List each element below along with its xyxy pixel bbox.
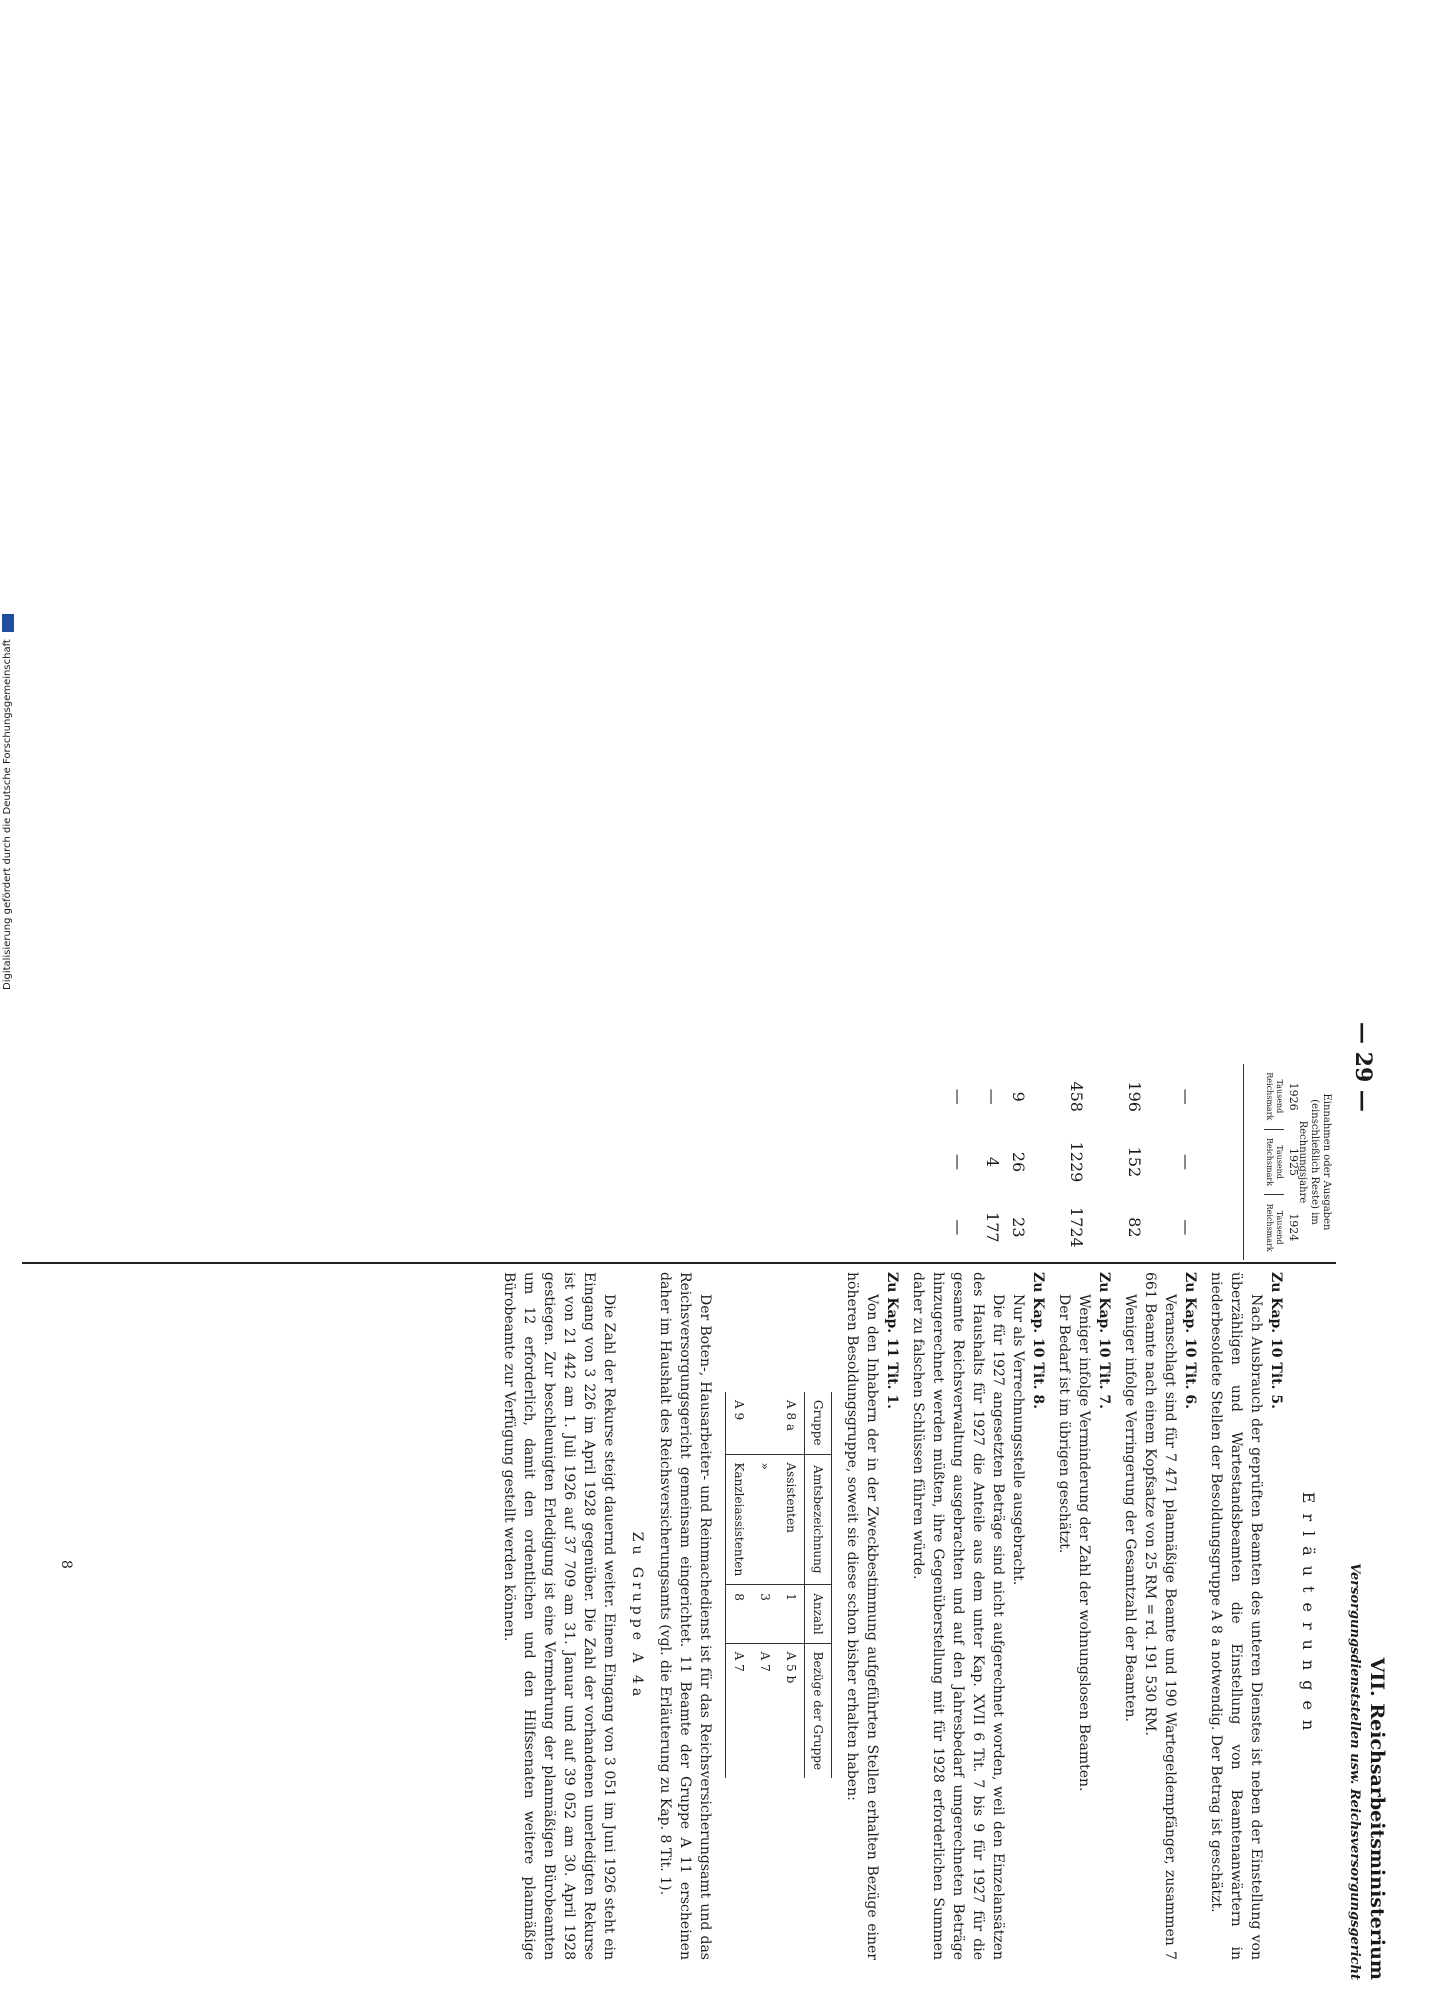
year-row <box>1287 1064 1300 1260</box>
table-row <box>726 1392 753 1778</box>
table-cell: 1 <box>778 1585 805 1643</box>
page-content <box>0 1000 1434 2000</box>
section-text: Nur als Verrechnungsstelle ausgebracht. <box>1010 1294 1026 1586</box>
unit-1924: Tausend Reichsmark <box>1264 1194 1284 1260</box>
page-header <box>1347 1563 1388 1980</box>
table-cell: A 8 a <box>784 1400 798 1432</box>
section-text: Veranschlagt sind für 7 471 planmäßige Beamte und 190 Wartegeldempfänger, zusammen 7 661 Beamte nach einem Kopfsatze von 25 RM = rd. 191 530 RM. <box>1142 1272 1178 1960</box>
amount-cell: — <box>949 1219 968 1236</box>
amount-columns-header <box>1243 1064 1336 1260</box>
document-page <box>0 1000 1434 2000</box>
amount-cell: 82 <box>1125 1217 1144 1238</box>
amount-cell: 152 <box>1125 1146 1144 1178</box>
footer-text: Digitalisierung gefördert durch die Deutsche Forschungsgemeinschaft <box>2 639 13 990</box>
amount-cell: — <box>1177 1153 1196 1170</box>
section-text: Nach Ausbrauch der geprüften Beamten des unteren Dienstes ist neben der Einstellung von überzähligen und Wartestandsbeamten die Einstellung von Beamtenanwärtern in niederbesoldete Stellen der Besoldungsgruppe A 8 a notwendig. Der Betrag ist geschätzt. <box>1208 1272 1264 1960</box>
after-table-text: Der Boten-, Hausarbeiter- und Reinmachedienst ist für das Reichsversicherungsamt und das Reichsversorgungsgericht gemeinsam eingerichtet. 11 Beamte der Gruppe A 11 erscheinen daher im Haushalt des Reichsversicherungsamts (vgl. die Erläuterung zu Kap. 8 Tit. 1). <box>657 1272 713 1960</box>
footer-credit <box>2 610 14 990</box>
section-note: Die für 1927 angesetzten Beträge sind nicht aufgerechnet worden, weil den Einzelansätzen des Haushalts für 1927 die Anteile aus dem unter Kap. XVII 6 Tit. 7 bis 9 für 1927 für die gesamte Reichsverwaltung ausgebrachten und auf den Jahresbedarf umgerechneten Beträge hinzugerechnet werden müßten, ihre Gegenüberstellung mit für 1928 erforderlichen Summen daher zu falschen Schlüssen führen würde. <box>910 1272 1006 1960</box>
section-heading: Zu Kap. 10 Tit. 8. <box>1030 1272 1046 1409</box>
table-header: Gruppe <box>805 1392 832 1454</box>
amount-cell: 23 <box>1009 1217 1028 1238</box>
table-cell: A 7 <box>752 1643 778 1778</box>
amount-row <box>1125 1064 1144 1260</box>
amount-cell: — <box>1177 1219 1196 1236</box>
group-heading: Zu Gruppe A 4a <box>629 1531 645 1701</box>
final-text: Die Zahl der Rekurse steigt dauernd weiter. Einem Eingang von 3 051 im Juni 1926 steht ein Eingang von 3 226 im April 1928 gegenüber. Die Zahl der vorhandenen unerledigten Rekurse ist von 21 442 am 1. Juli 1926 auf 37 709 am 31. Januar und auf 39 052 am 30. April 1928 gestiegen. Zur beschleunigten Erledigung ist eine Vermehrung der planmäßigen Bürobeamten um 12 erforderlich, damit den ordentlichen und den Hilfssenaten weitere planmäßige Bürobeamte zur Verfügung gestellt werden können. <box>501 1272 617 1960</box>
year-1924: 1924 <box>1287 1213 1300 1242</box>
section-heading: Zu Kap. 10 Tit. 5. <box>1268 1272 1284 1409</box>
section-heading: Zu Kap. 10 Tit. 6. <box>1182 1272 1198 1409</box>
table-header: Bezüge der Gruppe <box>805 1643 832 1778</box>
table-cell: A 7 <box>726 1643 753 1778</box>
page-number: — 29 — <box>1350 1022 1376 1112</box>
unit-1926: Tausend Reichsmark <box>1265 1072 1284 1121</box>
amount-cell: 9 <box>1009 1091 1028 1102</box>
table-row <box>778 1392 805 1778</box>
amount-cell: 1724 <box>1067 1206 1086 1248</box>
amount-cell: 458 <box>1067 1081 1086 1112</box>
section-note: Weniger infolge Verringerung der Gesamtzahl der Beamten. <box>1122 1294 1138 1722</box>
side-mark: 8 <box>58 1560 74 1569</box>
amount-cell: 4 <box>983 1156 1002 1168</box>
amount-row <box>983 1064 1002 1260</box>
dfg-logo-icon <box>2 614 14 632</box>
section-text: Weniger infolge Verminderung der Zahl der wohnungslosen Beamten. <box>1076 1294 1092 1792</box>
amount-cell: 26 <box>1009 1151 1028 1173</box>
table-cell: A 9 <box>726 1392 753 1454</box>
section-text: Von den Inhabern der in der Zweckbestimmung aufgeführten Stellen erhalten Bezüge einer höheren Besoldungsgruppe, soweit sie diese schon bisher erhalten haben: <box>844 1272 880 1960</box>
group-table <box>725 1392 832 1778</box>
amount-row <box>1067 1064 1086 1260</box>
amount-cell: 196 <box>1125 1081 1144 1112</box>
columns-caption: Einnahmen oder Ausgaben (einschließlich Reste) im Rechnungsjahre <box>1297 1093 1332 1231</box>
table-row <box>752 1392 778 1778</box>
table-cell <box>752 1392 778 1454</box>
amount-cell: — <box>949 1153 968 1170</box>
table-cell: » <box>752 1454 778 1585</box>
table-header: Amtsbezeichnung <box>805 1454 832 1585</box>
amount-cell: 177 <box>983 1212 1002 1243</box>
section-heading: Zu Kap. 10 Tit. 7. <box>1096 1272 1112 1409</box>
section-note: Der Bedarf ist im übrigen geschätzt. <box>1056 1294 1072 1554</box>
amount-row <box>949 1064 968 1260</box>
section-title: Erläuterungen <box>1299 1491 1318 1741</box>
table-header: Anzahl <box>805 1585 832 1643</box>
amount-row <box>1009 1064 1028 1260</box>
table-cell: Assistenten <box>778 1454 805 1585</box>
amount-row <box>1177 1064 1196 1260</box>
table-cell: Kanzleiassistenten <box>726 1454 753 1585</box>
unit-row <box>1264 1064 1284 1260</box>
ministry-subtitle: Versorgungsdienststellen usw. Reichsversorgungsgericht <box>1347 1563 1362 1980</box>
amount-cell: — <box>1177 1088 1196 1105</box>
year-1926: 1926 <box>1287 1082 1300 1111</box>
year-1925: 1925 <box>1287 1147 1300 1176</box>
ministry-title: VII. Reichsarbeitsministerium <box>1366 1657 1388 1980</box>
unit-1925: Tausend Reichsmark <box>1264 1129 1284 1195</box>
explanations <box>499 1272 1324 1960</box>
amount-cell: — <box>949 1088 968 1105</box>
table-cell: A 5 b <box>778 1643 805 1778</box>
section-heading: Zu Kap. 11 Tit. 1. <box>884 1272 900 1409</box>
table-cell: 3 <box>752 1585 778 1643</box>
column-divider <box>22 1262 1336 1264</box>
amount-cell: — <box>983 1088 1002 1105</box>
table-cell: 8 <box>726 1585 753 1643</box>
amount-cell: 1229 <box>1067 1141 1086 1183</box>
